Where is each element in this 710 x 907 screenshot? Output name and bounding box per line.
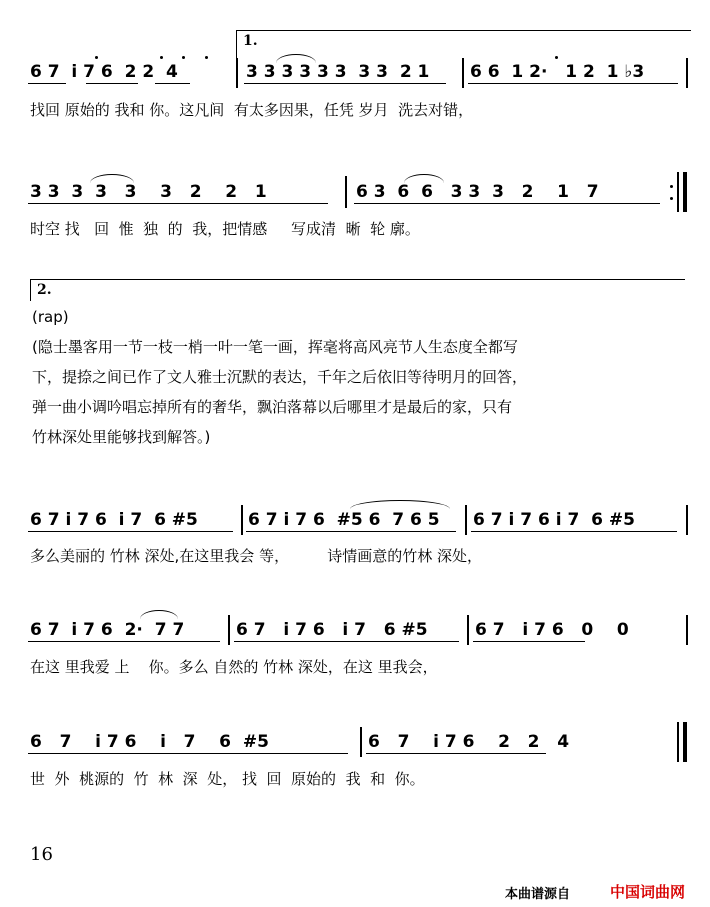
barline — [345, 176, 347, 208]
high-octave-dot — [160, 56, 163, 59]
rap-label: (rap) — [32, 308, 69, 326]
barline — [462, 58, 464, 88]
high-octave-dot — [182, 56, 185, 59]
volta-2-bracket-top — [30, 279, 685, 280]
repeat-barline-thin — [677, 172, 679, 212]
row1-measure2-notes: 3 3 3 3 3 3 3 3 2 1 — [246, 62, 430, 82]
footer-site-name[interactable]: 中国词曲网 — [610, 883, 686, 901]
row4-measure3-notes: 6 7 i 7 6 0 0 — [475, 620, 629, 640]
beam-underline — [471, 531, 677, 532]
tie-arc — [350, 500, 450, 509]
rap-line-2: 下，提捺之间已作了文人雅士沉默的表达，千年之后依旧等待明月的回答， — [32, 368, 528, 386]
barline — [236, 58, 238, 88]
tie-arc — [90, 174, 134, 183]
tie-arc — [404, 174, 444, 183]
high-octave-dot — [555, 56, 558, 59]
row2-lyrics: 时空 找 回 惟 独 的 我，把情感 写成清 晰 轮 廓。 — [30, 220, 420, 238]
rap-line-3: 弹一曲小调吟唱忘掉所有的奢华，飘泊落幕以后哪里才是最后的家，只有 — [32, 398, 513, 416]
tie-arc — [140, 610, 178, 619]
row1-lyrics: 找回 原始的 我和 你。这凡间 有太多因果，任凭 岁月 洗去对错， — [30, 101, 474, 119]
row4-measure1-notes: 6 7 i 7 6 2· 7 7 — [30, 620, 185, 640]
beam-underline — [244, 83, 446, 84]
high-octave-dot — [95, 56, 98, 59]
beam-underline — [28, 531, 233, 532]
row5-lyrics: 世 外 桃源的 竹 林 深 处， 找 回 原始的 我 和 你。 — [30, 770, 425, 788]
barline — [686, 615, 688, 645]
row3-lyrics: 多么美丽的 竹林 深处,在这里我会 等， 诗情画意的竹林 深处， — [30, 547, 482, 565]
row4-measure2-notes: 6 7 i 7 6 i 7 6 #5 — [236, 620, 428, 640]
final-barline-thick — [683, 722, 687, 762]
barline — [228, 615, 230, 645]
beam-underline — [473, 641, 585, 642]
rap-line-4: 竹林深处里能够找到解答。) — [32, 428, 211, 446]
row5-measure1-notes: 6 7 i 7 6 i 7 6 #5 — [30, 732, 269, 752]
repeat-dot — [670, 197, 673, 200]
row2-measure2-notes: 6 3 6 6 3 3 3 2 1 7 — [356, 182, 599, 202]
repeat-dot — [670, 185, 673, 188]
volta-1-label: 1. — [243, 33, 258, 49]
barline — [360, 727, 362, 757]
beam-underline — [28, 641, 220, 642]
row4-lyrics: 在这 里我爱 上 你。多么 自然的 竹林 深处，在这 里我会， — [30, 658, 438, 676]
beam-underline — [354, 203, 660, 204]
row5-measure2-notes: 6 7 i 7 6 2 2 4 — [368, 732, 570, 752]
beam-underline — [234, 641, 459, 642]
beam-underline — [246, 531, 456, 532]
rap-line-1: (隐士墨客用一节一枝一梢一叶一笔一画，挥毫将高风亮节人生态度全都写 — [32, 338, 518, 356]
high-octave-dot — [205, 56, 208, 59]
row3-measure3-notes: 6 7 i 7 6 i 7 6 #5 — [473, 510, 635, 530]
row1-measure3-notes: 6 6 1 2· 1 2 1 ♭3 — [470, 62, 645, 82]
beam-underline — [468, 83, 678, 84]
beam-underline — [155, 83, 190, 84]
row2-measure1-notes: 3 3 3 3 3 3 2 2 1 — [30, 182, 267, 202]
tie-arc — [276, 54, 316, 63]
row3-measure2-notes: 6 7 i 7 6 #5 6 7 6 5 — [248, 510, 440, 530]
barline — [467, 615, 469, 645]
volta-2-label: 2. — [37, 282, 52, 298]
volta-2-bracket-left — [30, 279, 31, 301]
final-barline-thin — [677, 722, 679, 762]
barline — [465, 505, 467, 535]
beam-underline — [366, 753, 546, 754]
barline — [241, 505, 243, 535]
beam-underline — [86, 83, 138, 84]
barline — [686, 58, 688, 88]
row1-measure1-notes: 6 7 i 7 6 2 2 4 — [30, 62, 178, 82]
row3-measure1-notes: 6 7 i 7 6 i 7 6 #5 — [30, 510, 198, 530]
volta-1-bracket-top — [236, 30, 691, 31]
beam-underline — [28, 753, 348, 754]
barline — [686, 505, 688, 535]
repeat-barline-thick — [683, 172, 687, 212]
beam-underline — [28, 83, 66, 84]
page-number: 16 — [30, 844, 53, 865]
beam-underline — [28, 203, 328, 204]
footer-source-label: 本曲谱源自 — [505, 887, 571, 902]
